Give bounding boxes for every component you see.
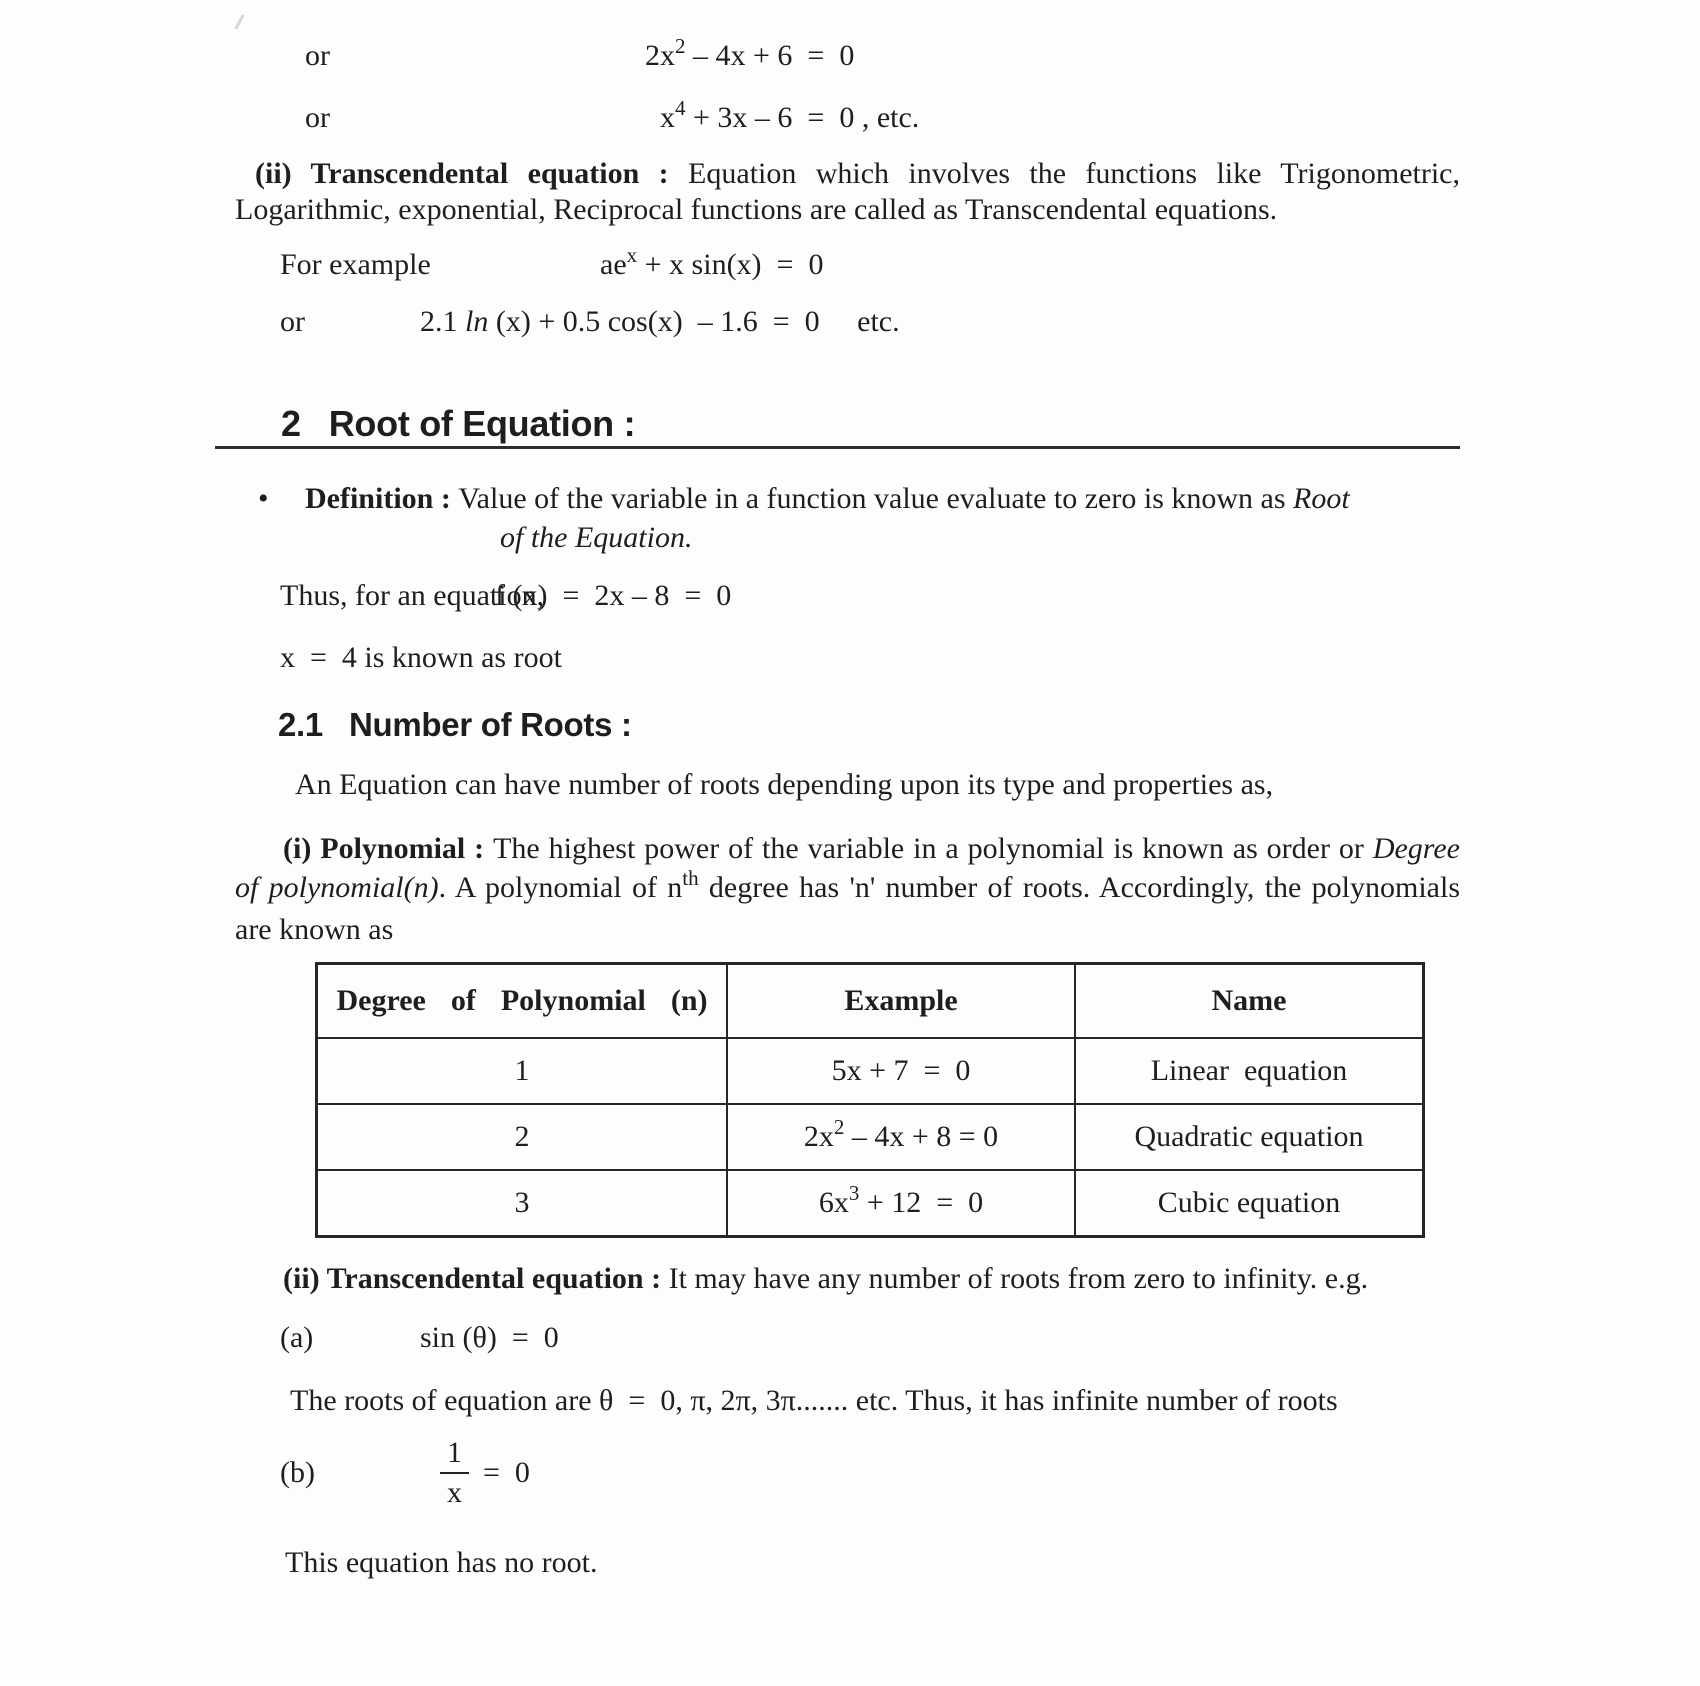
transcendental-roots-paragraph: (ii) Transcendental equation : It may have any number of roots from zero to infinity. e.g. (283, 1262, 1369, 1295)
table-cell-name: Cubic equation (1075, 1170, 1424, 1237)
item-label: (a) (280, 1321, 314, 1354)
fraction-numerator: 1 (440, 1436, 469, 1474)
text-line (235, 765, 1460, 805)
equation-line (235, 576, 1460, 616)
table-cell-example: 5x + 7 = 0 (727, 1038, 1075, 1104)
table-cell-example: $2x^2 - 4x + 8 = 0$ (727, 1104, 1075, 1170)
equation-line (235, 1318, 1460, 1358)
table-row (317, 1104, 1424, 1170)
section-number: 2 (281, 403, 301, 444)
equation-connector: or (305, 39, 330, 72)
text-line (235, 638, 1460, 678)
bullet-marker: • (258, 482, 269, 515)
table-cell-degree: 2 (317, 1104, 728, 1170)
transcendental-definition-paragraph: (ii) Transcendental equation : Equation which involves the functions like Trigonometric, Logarithmic, exponential, Reciprocal functions are called as Transcendental equations. (235, 157, 1460, 226)
section-heading-root-of-equation (215, 404, 1460, 449)
equation-formula: $ae^x + x$ sin(x) = 0 (600, 243, 824, 281)
table-row (317, 1170, 1424, 1237)
table-cell-degree: 1 (317, 1038, 728, 1104)
page-content (235, 0, 1460, 1583)
text-line (235, 1543, 1460, 1583)
equation-connector: or (280, 305, 305, 338)
equation-formula: f (x) = 2x – 8 = 0 (495, 579, 732, 612)
table-header-example: Example (727, 964, 1075, 1039)
subsection-number: 2.1 (278, 706, 323, 743)
roots-intro-line: An Equation can have number of roots depending upon its type and properties as, (295, 768, 1274, 801)
item-label: (b) (280, 1456, 315, 1489)
table-cell-name: Quadratic equation (1075, 1104, 1424, 1170)
definition-line: Definition : Value of the variable in a function value evaluate to zero is known as Root (305, 482, 1350, 515)
equation-connector: Thus, for an equation, (280, 579, 545, 612)
definition-item (235, 479, 1460, 557)
no-root-line: This equation has no root. (285, 1546, 598, 1579)
table-cell-degree: 3 (317, 1170, 728, 1237)
theta-roots-line: The roots of equation are θ = 0, π, 2π, 3π....... etc. Thus, it has infinite number of roots (290, 1384, 1338, 1417)
table-header-name: Name (1075, 964, 1424, 1039)
subsection-heading-number-of-roots (235, 704, 1460, 746)
table-cell-example: $6x^3 + 12 = 0$ (727, 1170, 1075, 1237)
equation-formula: $2x^2 - 4x + 6 = 0$ (645, 34, 855, 72)
equation-line (235, 1427, 1460, 1519)
equation-formula: $x^4 + 3x - 6 = 0$ , etc. (660, 96, 920, 134)
fraction-rhs: = 0 (483, 1456, 530, 1489)
fraction-denominator: x (447, 1476, 462, 1509)
table-header-row (317, 964, 1424, 1039)
equation-line (235, 302, 1460, 342)
table-head (317, 964, 1424, 1039)
table-row (317, 1038, 1424, 1104)
equation-connector: For example (280, 248, 431, 281)
subsection-title: Number of Roots : (348, 706, 632, 743)
fraction (440, 1436, 469, 1510)
equation-line (235, 245, 1460, 285)
equation-connector: or (305, 101, 330, 134)
definition-line: of the Equation. (500, 521, 693, 554)
equation-line (235, 98, 1460, 138)
equation-formula: sin (θ) = 0 (420, 1321, 559, 1354)
table-header-degree: Degree of Polynomial (n) (317, 964, 728, 1039)
root-value-line: x = 4 is known as root (280, 641, 562, 674)
fraction-equation (440, 1436, 530, 1510)
table-cell-name: Linear equation (1075, 1038, 1424, 1104)
polynomial-paragraph: (i) Polynomial : The highest power of the variable in a polynomial is known as order or Degree of polynomial(n). A polynomial of $n^{th}$ degree has 'n' number of roots. Accordingly, the polynomials are known as (235, 832, 1461, 946)
section-title: Root of Equation : (328, 403, 636, 444)
equation-formula: 2.1 ln (x) + 0.5 cos(x) – 1.6 = 0 etc. (420, 305, 900, 338)
polynomial-table (315, 962, 1425, 1238)
table-body (317, 1038, 1424, 1237)
equation-line (235, 36, 1460, 76)
text-line (235, 1381, 1460, 1421)
